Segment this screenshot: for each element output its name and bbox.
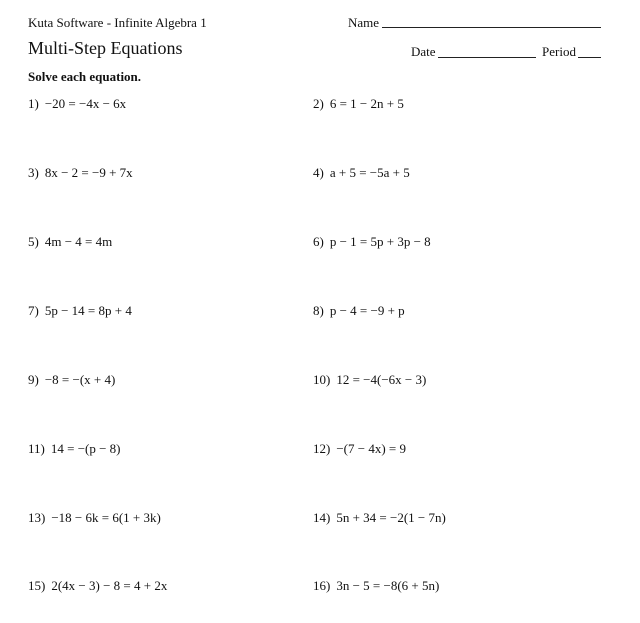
problem-number: 13): [28, 510, 46, 525]
problem-equation: 6 = 1 − 2n + 5: [329, 96, 404, 111]
problem-number: 1): [28, 96, 39, 111]
problem-equation: −(7 − 4x) = 9: [336, 441, 406, 456]
problem-number: 6): [313, 234, 324, 249]
problem-equation: p − 1 = 5p + 3p − 8: [329, 234, 431, 249]
problem-10: [313, 372, 426, 388]
name-blank-line: [382, 27, 601, 28]
period-label: Period: [542, 44, 576, 59]
problem-number: 16): [313, 578, 331, 593]
problem-equation: a + 5 = −5a + 5: [329, 165, 410, 180]
problem-5: [28, 234, 112, 250]
problem-equation: p − 4 = −9 + p: [329, 303, 405, 318]
problem-number: 3): [28, 165, 39, 180]
worksheet-title: Multi-Step Equations: [28, 38, 183, 58]
problem-15: [28, 578, 167, 594]
problem-equation: 14 = −(p − 8): [50, 441, 121, 456]
problem-equation: 4m − 4 = 4m: [44, 234, 113, 249]
problem-3: [28, 165, 133, 181]
problem-number: 14): [313, 510, 331, 525]
problem-1: [28, 96, 126, 112]
problem-13: [28, 510, 161, 526]
problem-16: [313, 578, 439, 594]
problem-equation: 3n − 5 = −8(6 + 5n): [336, 578, 440, 593]
problem-4: [313, 165, 410, 181]
problem-equation: −20 = −4x − 6x: [44, 96, 127, 111]
problem-number: 7): [28, 303, 39, 318]
company-header: Kuta Software - Infinite Algebra 1: [28, 15, 207, 30]
problem-equation: −18 − 6k = 6(1 + 3k): [51, 510, 161, 525]
problem-6: [313, 234, 431, 250]
problem-number: 11): [28, 441, 45, 456]
problem-number: 9): [28, 372, 39, 387]
problem-equation: 5p − 14 = 8p + 4: [44, 303, 132, 318]
instructions: Solve each equation.: [28, 69, 142, 84]
period-blank-line: [578, 57, 601, 58]
problem-equation: 5n + 34 = −2(1 − 7n): [336, 510, 446, 525]
problem-number: 10): [313, 372, 331, 387]
problem-number: 12): [313, 441, 331, 456]
date-blank-line: [438, 57, 536, 58]
problem-number: 4): [313, 165, 324, 180]
problem-2: [313, 96, 404, 112]
problem-8: [313, 303, 405, 319]
problem-9: [28, 372, 115, 388]
problem-equation: 8x − 2 = −9 + 7x: [44, 165, 133, 180]
problem-equation: −8 = −(x + 4): [44, 372, 116, 387]
problem-number: 5): [28, 234, 39, 249]
problem-11: [28, 441, 121, 457]
problem-equation: 2(4x − 3) − 8 = 4 + 2x: [51, 578, 168, 593]
date-label: Date: [411, 44, 436, 59]
name-label: Name: [348, 15, 380, 30]
problem-equation: 12 = −4(−6x − 3): [336, 372, 427, 387]
problem-number: 8): [313, 303, 324, 318]
problem-7: [28, 303, 132, 319]
problem-number: 2): [313, 96, 324, 111]
problem-number: 15): [28, 578, 46, 593]
problem-14: [313, 510, 446, 526]
problem-12: [313, 441, 406, 457]
